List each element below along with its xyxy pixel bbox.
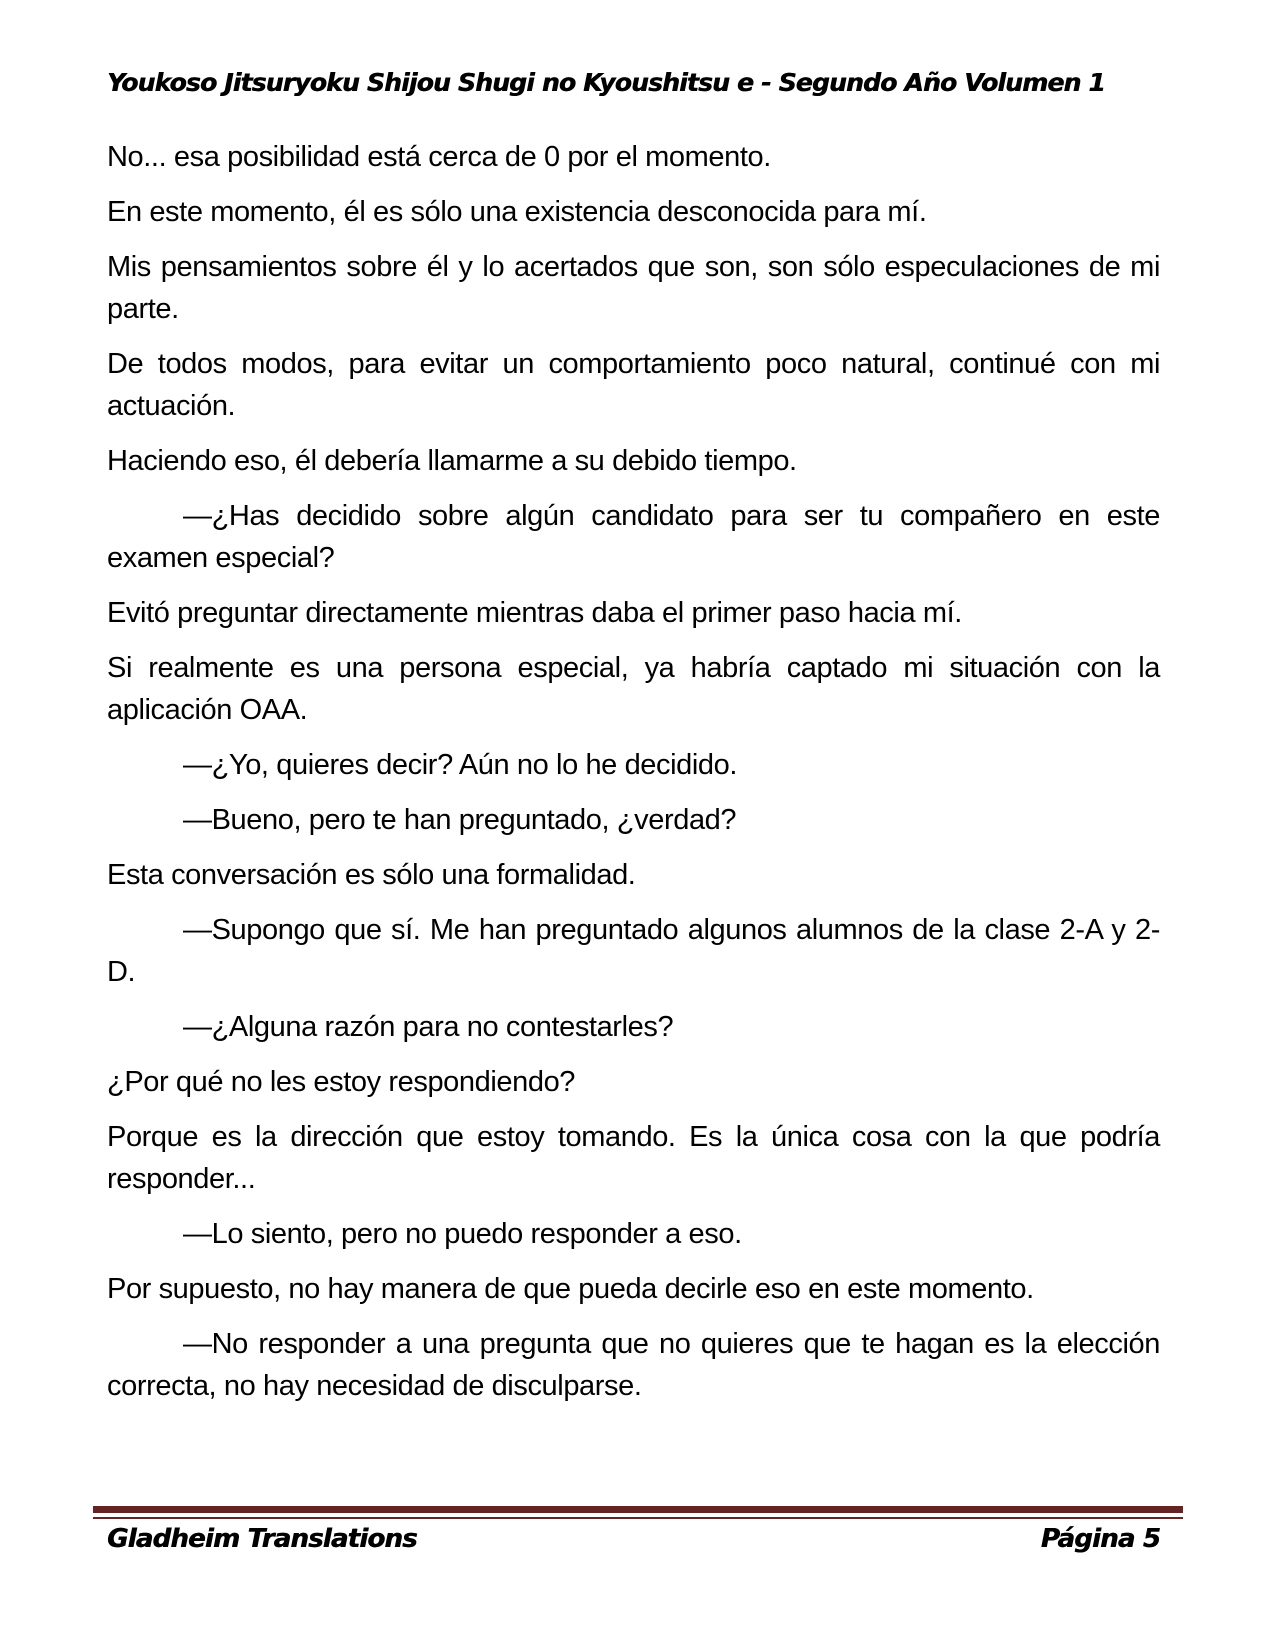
paragraph-1: No... esa posibilidad está cerca de 0 por el momento. bbox=[107, 141, 771, 173]
paragraph-8: Si realmente es una persona especial, ya habría captado mi situación con la aplicación OAA. bbox=[107, 652, 1160, 726]
translator-credit: Gladheim Translations bbox=[107, 1524, 417, 1554]
paragraph-13: —¿Alguna razón para no contestarles? bbox=[183, 1011, 674, 1043]
paragraph-6: —¿Has decidido sobre algún candidato para ser tu compañero en este examen especial? bbox=[107, 500, 1160, 574]
paragraph-16: —Lo siento, pero no puedo responder a eso. bbox=[183, 1218, 742, 1250]
page-footer bbox=[107, 1524, 1160, 1554]
paragraph-12: —Supongo que sí. Me han preguntado algunos alumnos de la clase 2-A y 2-D. bbox=[107, 914, 1160, 988]
footer-divider-thin bbox=[93, 1517, 1183, 1519]
paragraph-4: De todos modos, para evitar un comportamiento poco natural, continué con mi actuación. bbox=[107, 348, 1160, 422]
paragraph-5: Haciendo eso, él debería llamarme a su debido tiempo. bbox=[107, 445, 797, 477]
paragraph-11: Esta conversación es sólo una formalidad. bbox=[107, 859, 636, 891]
paragraph-3: Mis pensamientos sobre él y lo acertados que son, son sólo especulaciones de mi parte. bbox=[107, 251, 1160, 325]
paragraph-15: Porque es la dirección que estoy tomando. Es la única cosa con la que podría responder... bbox=[107, 1121, 1160, 1195]
paragraph-2: En este momento, él es sólo una existencia desconocida para mí. bbox=[107, 196, 927, 228]
paragraph-18: —No responder a una pregunta que no quieres que te hagan es la elección correcta, no hay necesidad de disculparse. bbox=[107, 1328, 1160, 1402]
paragraph-7: Evitó preguntar directamente mientras daba el primer paso hacia mí. bbox=[107, 597, 962, 629]
paragraph-17: Por supuesto, no hay manera de que pueda decirle eso en este momento. bbox=[107, 1273, 1034, 1305]
header-title: Youkoso Jitsuryoku Shijou Shugi no Kyoushitsu e - Segundo Año Volumen 1 bbox=[107, 68, 1105, 97]
page-header bbox=[107, 68, 1183, 97]
footer-divider-thick bbox=[93, 1506, 1183, 1513]
paragraph-14: ¿Por qué no les estoy respondiendo? bbox=[107, 1066, 576, 1098]
document-body bbox=[107, 136, 1160, 1420]
page-number: Página 5 bbox=[1040, 1524, 1160, 1554]
paragraph-9: —¿Yo, quieres decir? Aún no lo he decidido. bbox=[183, 749, 738, 781]
paragraph-10: —Bueno, pero te han preguntado, ¿verdad? bbox=[183, 804, 737, 836]
